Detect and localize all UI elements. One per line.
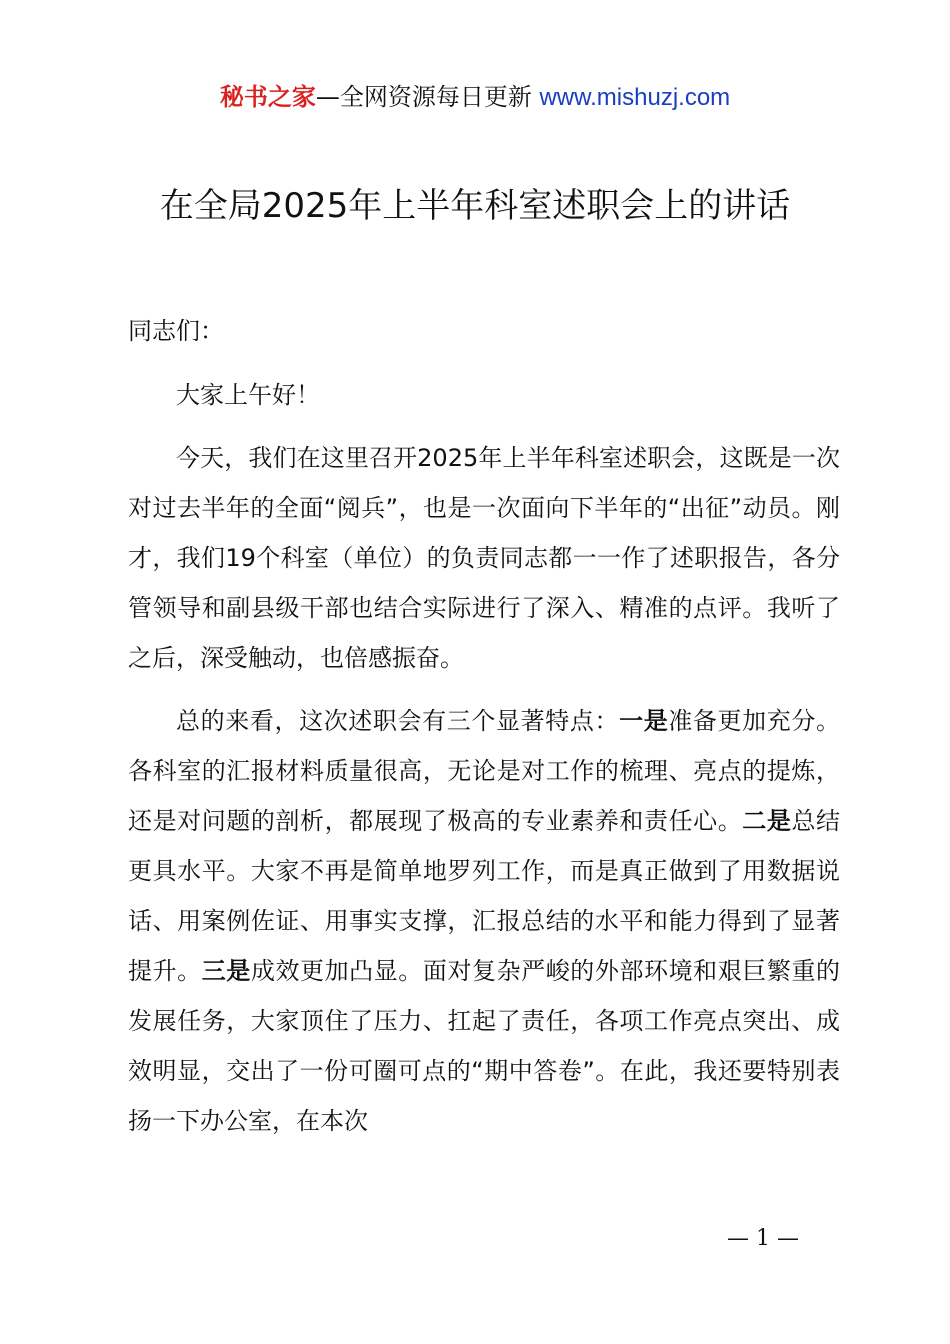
paragraph-2: [128, 696, 840, 1146]
point-2-text: 总结更具水平。大家不再是简单地罗列工作，而是真正做到了用数据说话、用案例佐证、用事实支撑，汇报总结的水平和能力得到了显著提升。: [128, 807, 841, 985]
point-3-label: 三是: [201, 957, 251, 985]
paragraph-1: 今天，我们在这里召开2025年上半年科室述职会，这既是一次对过去半年的全面“阅兵”，也是一次面向下半年的“出征”动员。刚才，我们19个科室（单位）的负责同志都一一作了述职报告，各分管领导和副县级干部也结合实际进行了深入、精准的点评。我听了之后，深受触动，也倍感振奋。: [128, 444, 840, 672]
header-tagline: —全网资源每日更新: [315, 83, 532, 111]
salutation: 同志们：: [128, 317, 224, 345]
point-1-label: 一是: [619, 707, 669, 735]
site-header: [0, 80, 950, 115]
page-number: — 1 —: [727, 1226, 799, 1251]
point-1-text: 准备更加充分。各科室的汇报材料质量很高，无论是对工作的梳理、亮点的提炼，还是对问题的剖析，都展现了极高的专业素养和责任心。: [128, 707, 841, 835]
site-url-link[interactable]: www.mishuzj.com: [539, 84, 731, 111]
paragraph-2-intro: 总的来看，这次述职会有三个显著特点：: [176, 707, 620, 735]
greeting: 大家上午好！: [176, 381, 320, 409]
document-body: [128, 306, 840, 1146]
document-title: 在全局2025年上半年科室述职会上的讲话: [159, 186, 791, 226]
brand-name: 秘书之家: [219, 83, 316, 111]
point-2-label: 二是: [742, 807, 792, 835]
point-3-text: 成效更加凸显。面对复杂严峻的外部环境和艰巨繁重的发展任务，大家顶住了压力、扛起了责任，各项工作亮点突出、成效明显，交出了一份可圈可点的“期中答卷”。在此，我还要特别表扬一下办公室，在本次: [128, 957, 841, 1135]
